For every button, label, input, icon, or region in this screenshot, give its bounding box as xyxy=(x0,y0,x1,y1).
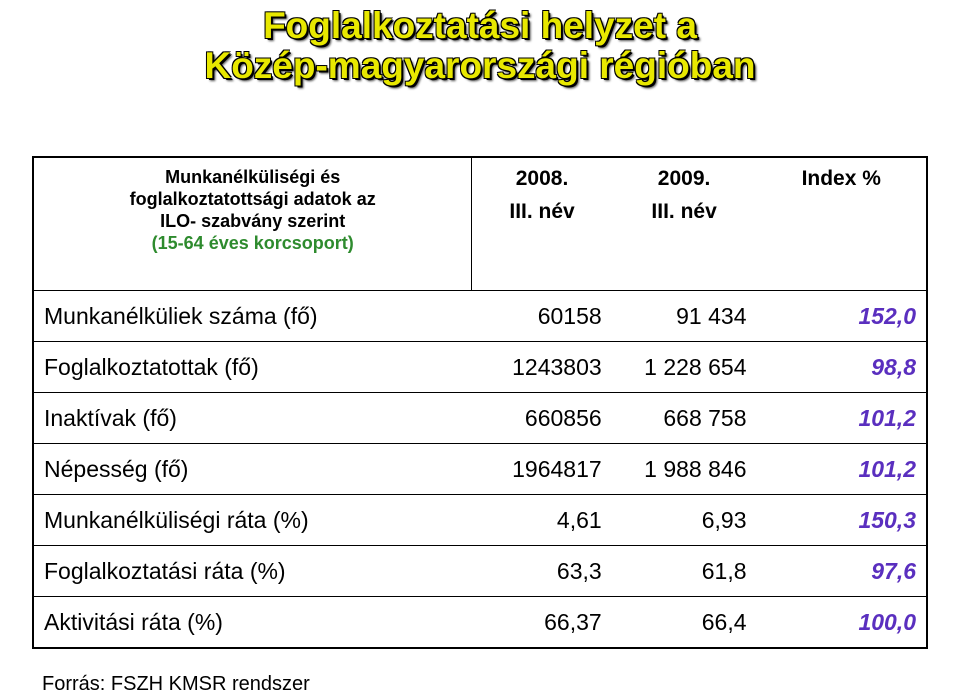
value-2008: 66,37 xyxy=(472,597,612,649)
header-2009-period: III. név xyxy=(651,200,717,223)
row-label: Aktivitási ráta (%) xyxy=(33,597,472,649)
employment-table xyxy=(32,156,928,649)
header-description xyxy=(33,157,472,291)
slide-title xyxy=(0,6,960,86)
row-label: Munkanélküliek száma (fő) xyxy=(33,291,472,342)
table-row xyxy=(33,597,927,649)
value-2009: 1 988 846 xyxy=(612,444,757,495)
title-line-1: Foglalkoztatási helyzet a xyxy=(263,5,697,46)
row-label: Foglalkoztatási ráta (%) xyxy=(33,546,472,597)
value-index: 150,3 xyxy=(757,495,928,546)
table-row xyxy=(33,291,927,342)
header-index xyxy=(757,157,928,291)
row-label: Foglalkoztatottak (fő) xyxy=(33,342,472,393)
table-row xyxy=(33,546,927,597)
table-row xyxy=(33,393,927,444)
value-index: 98,8 xyxy=(757,342,928,393)
value-2009: 61,8 xyxy=(612,546,757,597)
value-2009: 668 758 xyxy=(612,393,757,444)
value-2008: 1964817 xyxy=(472,444,612,495)
value-2008: 63,3 xyxy=(472,546,612,597)
value-index: 152,0 xyxy=(757,291,928,342)
source-note: Forrás: FSZH KMSR rendszer xyxy=(42,673,310,695)
header-2009 xyxy=(612,157,757,291)
header-description-line-2: foglalkoztatottsági adatok az xyxy=(129,189,376,209)
table-row xyxy=(33,495,927,546)
header-age-group: (15-64 éves korcsoport) xyxy=(151,233,354,253)
value-2008: 4,61 xyxy=(472,495,612,546)
value-2008: 660856 xyxy=(472,393,612,444)
value-2009: 66,4 xyxy=(612,597,757,649)
table-row xyxy=(33,444,927,495)
row-label: Népesség (fő) xyxy=(33,444,472,495)
header-2008-period: III. név xyxy=(509,200,575,223)
header-description-line-3: ILO- szabvány szerint xyxy=(160,211,346,231)
value-index: 101,2 xyxy=(757,444,928,495)
value-index: 101,2 xyxy=(757,393,928,444)
table-header-row xyxy=(33,157,927,291)
header-2008 xyxy=(472,157,612,291)
header-description-line-1: Munkanélküliségi és xyxy=(165,167,341,187)
table-row xyxy=(33,342,927,393)
value-index: 100,0 xyxy=(757,597,928,649)
title-line-2: Közép-magyarországi régióban xyxy=(204,45,756,86)
value-2008: 1243803 xyxy=(472,342,612,393)
value-2009: 1 228 654 xyxy=(612,342,757,393)
row-label: Munkanélküliségi ráta (%) xyxy=(33,495,472,546)
value-2008: 60158 xyxy=(472,291,612,342)
row-label: Inaktívak (fő) xyxy=(33,393,472,444)
header-index-label: Index % xyxy=(801,167,881,190)
value-index: 97,6 xyxy=(757,546,928,597)
value-2009: 91 434 xyxy=(612,291,757,342)
value-2009: 6,93 xyxy=(612,495,757,546)
header-2009-year: 2009. xyxy=(657,167,711,190)
header-2008-year: 2008. xyxy=(515,167,569,190)
